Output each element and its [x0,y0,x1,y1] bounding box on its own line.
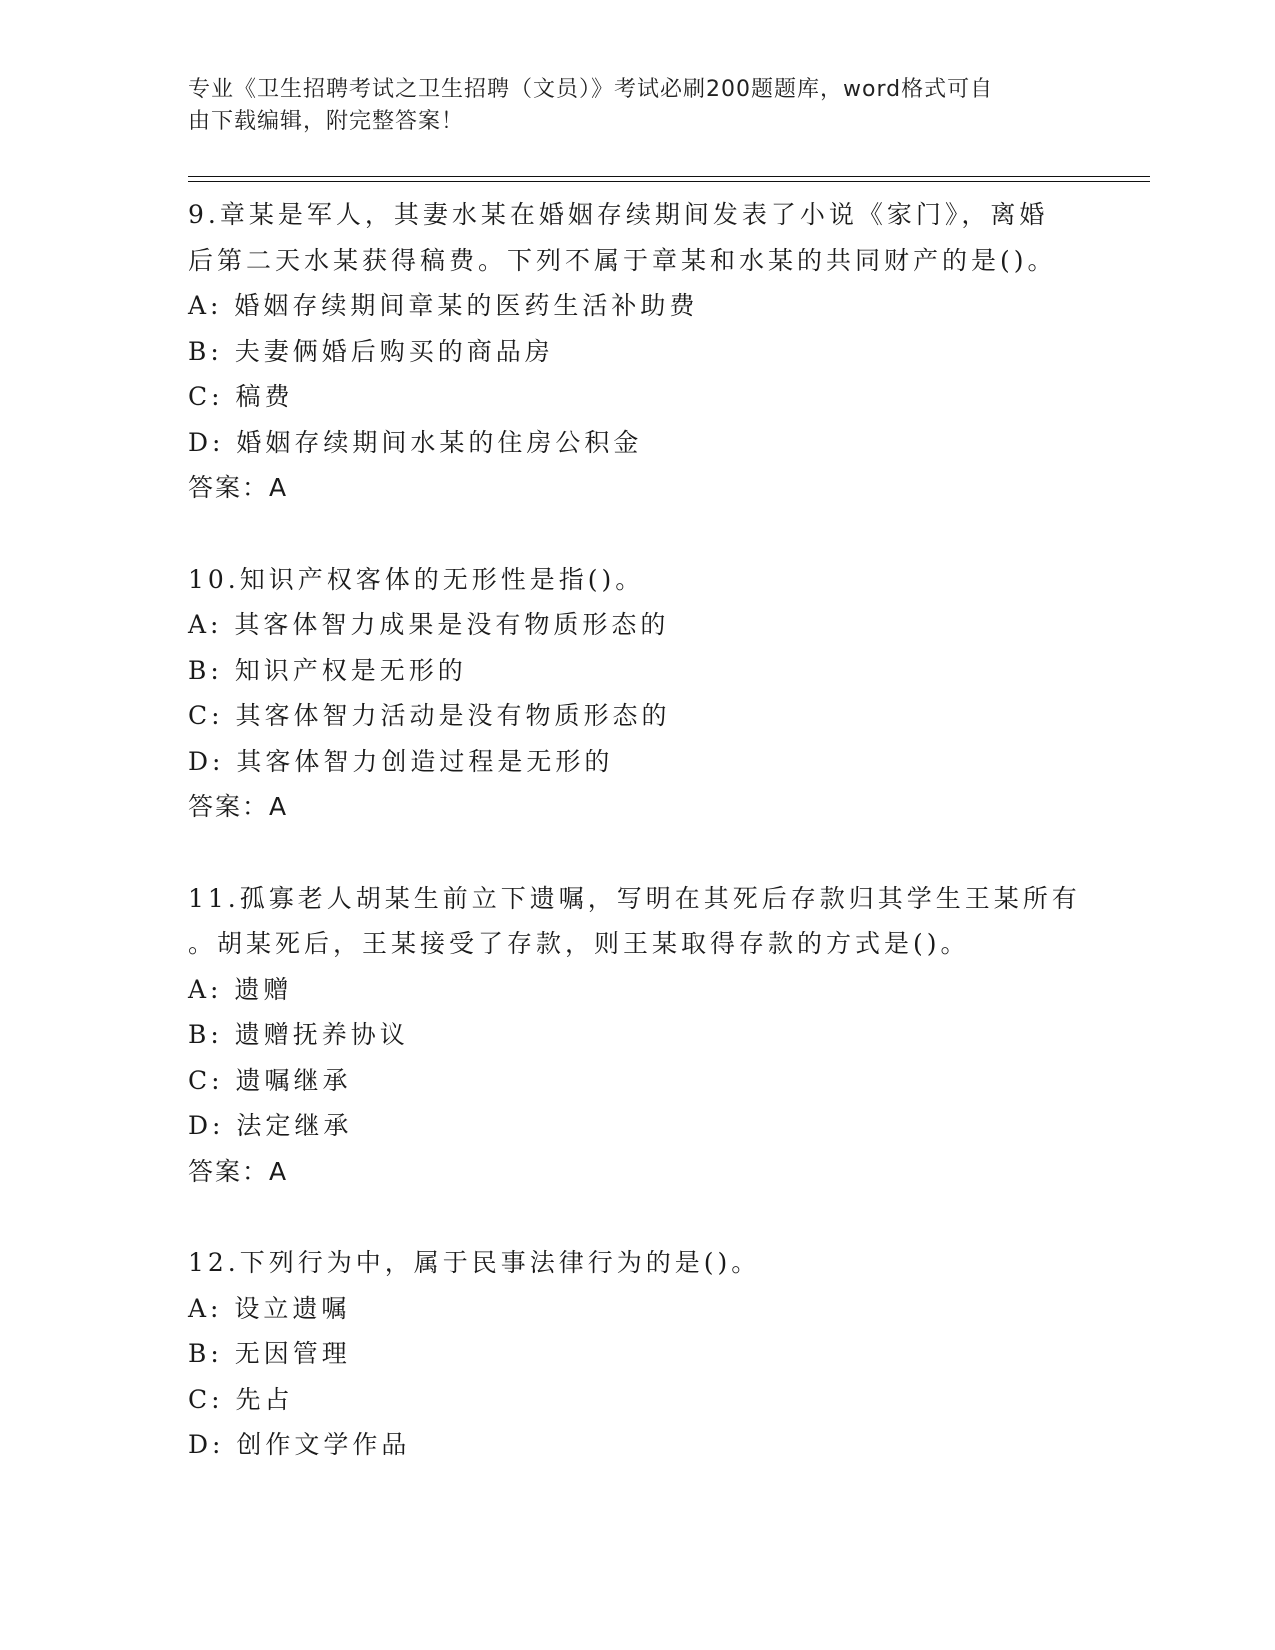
header-divider-top [188,176,1150,177]
header-line-1: 专业《卫生招聘考试之卫生招聘（文员）》考试必刷200题题库，word格式可自 [188,77,994,102]
question-stem: 12.下列行为中，属于民事法律行为的是()。 [188,1248,761,1277]
document-header [188,74,1068,138]
option-a: A: 其客体智力成果是没有物质形态的 [188,610,670,639]
question-stem: 9.章某是军人，其妻水某在婚姻存续期间发表了小说《家门》，离婚 [188,200,1049,229]
option-b: B: 夫妻俩婚后购买的商品房 [188,336,554,366]
answer-line: 答案：A [188,1156,289,1186]
question-stem: 11.孤寡老人胡某生前立下遗嘱，写明在其死后存款归其学生王某所有 [188,883,1081,913]
option-b: B: 无因管理 [188,1339,351,1368]
option-a: A: 设立遗嘱 [188,1293,351,1323]
question-spacer [188,511,1088,557]
question-stem: 。胡某死后，王某接受了存款，则王某取得存款的方式是()。 [188,929,970,958]
question-spacer [188,1194,1088,1240]
option-c: C: 稿费 [188,382,294,411]
option-a: A: 遗赠 [188,974,293,1004]
question-stem: 后第二天水某获得稿费。下列不属于章某和水某的共同财产的是()。 [188,245,1057,275]
option-c: C: 遗嘱继承 [188,1065,352,1095]
question-11 [188,876,1088,1195]
question-spacer [188,830,1088,876]
question-9 [188,192,1088,511]
option-a: A: 婚姻存续期间章某的医药生活补助费 [188,291,699,320]
question-10 [188,557,1088,830]
question-12 [188,1240,1088,1468]
option-d: D: 其客体智力创造过程是无形的 [188,746,614,776]
question-stem: 10.知识产权客体的无形性是指()。 [188,564,645,594]
option-d: D: 婚姻存续期间水某的住房公积金 [188,427,643,457]
option-b: B: 遗赠抚养协议 [188,1020,409,1049]
option-b: B: 知识产权是无形的 [188,655,467,685]
header-line-2: 由下载编辑，附完整答案！ [188,109,465,134]
header-divider-bottom [188,181,1150,182]
answer-line: 答案：A [188,792,289,821]
option-d: D: 法定继承 [188,1111,353,1140]
option-c: C: 先占 [188,1384,294,1414]
answer-line: 答案：A [188,473,289,502]
option-c: C: 其客体智力活动是没有物质形态的 [188,701,671,730]
question-list [188,192,1088,1468]
option-d: D: 创作文学作品 [188,1430,411,1459]
